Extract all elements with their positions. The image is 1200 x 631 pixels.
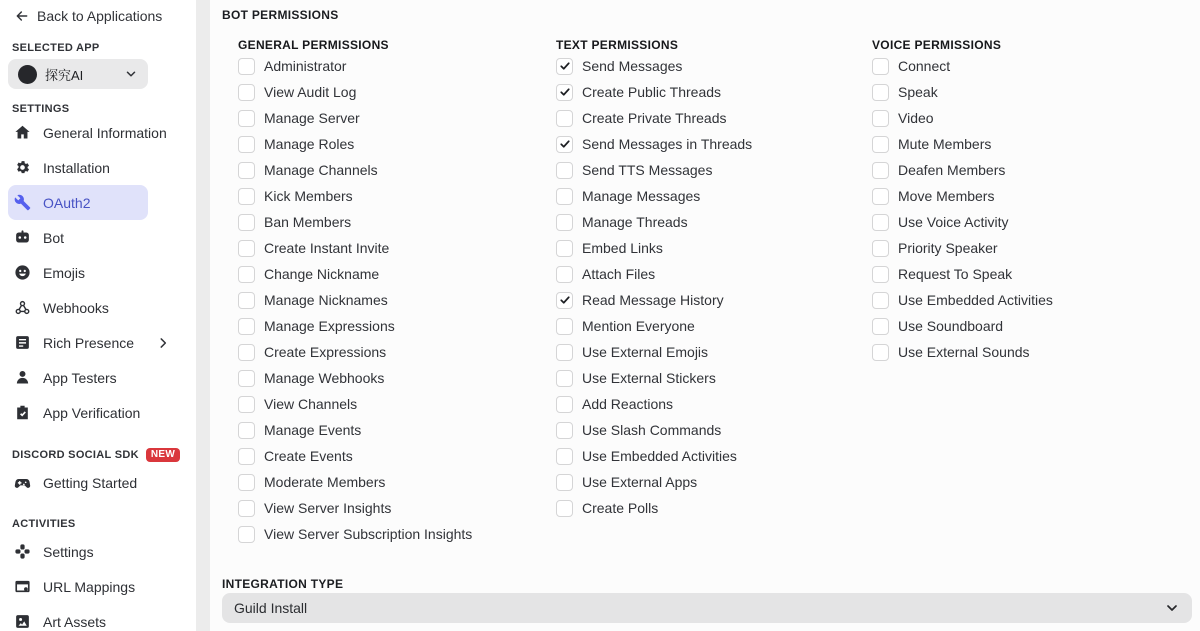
permission-row [556,313,752,339]
permission-checkbox[interactable] [238,396,255,413]
bot-permissions-panel [210,0,1200,631]
permission-row [872,209,1053,235]
permission-checkbox[interactable] [238,240,255,257]
voice-permissions-column [872,38,1053,365]
chevron-down-icon [1164,600,1180,616]
sidebar-item-url-mappings[interactable] [8,569,148,604]
sidebar-item-settings[interactable] [8,534,148,569]
back-to-applications-link[interactable] [8,6,188,26]
permission-checkbox[interactable] [872,162,889,179]
permission-checkbox[interactable] [556,422,573,439]
sidebar-item-app-verification[interactable] [8,395,148,430]
voice-permissions-list [872,53,1053,365]
permission-label: Connect [898,58,951,74]
sidebar-item-oauth2[interactable] [8,185,148,220]
permission-row [238,209,472,235]
sidebar-scrollbar[interactable] [196,0,210,631]
permission-label: Move Members [898,188,995,204]
dpad-icon [14,543,31,560]
permission-row [872,53,1053,79]
permission-row [872,313,1053,339]
permission-row [556,157,752,183]
voice-permissions-title: VOICE PERMISSIONS [872,38,1002,52]
permission-checkbox[interactable] [556,162,573,179]
permission-checkbox[interactable] [556,318,573,335]
sidebar-item-label: Bot [43,229,65,246]
activities-section-label: ACTIVITIES [12,518,76,530]
permission-checkbox[interactable] [556,448,573,465]
permission-checkbox[interactable] [872,214,889,231]
permission-label: Manage Threads [582,214,688,230]
permission-label: Manage Channels [264,162,378,178]
app-selector-dropdown[interactable] [8,59,148,89]
permission-label: Use Embedded Activities [582,448,737,464]
permission-checkbox[interactable] [556,110,573,127]
permission-row [872,183,1053,209]
permission-label: Embed Links [582,240,663,256]
permission-checkbox[interactable] [556,240,573,257]
permission-label: Use Soundboard [898,318,1004,334]
permission-label: Ban Members [264,214,352,230]
integration-type-value: Guild Install [234,600,308,616]
permission-label: Manage Events [264,422,362,438]
permission-checkbox[interactable] [238,370,255,387]
home-icon [14,124,31,141]
settings-section-label: SETTINGS [12,103,70,115]
permission-label: Video [898,110,934,126]
permission-row [556,131,752,157]
permission-label: Create Events [264,448,353,464]
permission-row [238,79,472,105]
sidebar-item-getting-started[interactable] [8,465,148,500]
social-sdk-section-label: DISCORD SOCIAL SDK [12,449,139,461]
permission-label: Add Reactions [582,396,674,412]
permission-row [556,183,752,209]
permission-checkbox[interactable] [238,318,255,335]
permission-label: Manage Webhooks [264,370,385,386]
permission-label: Send Messages [582,58,683,74]
sidebar-item-general-information[interactable] [8,115,167,150]
back-link-label: Back to Applications [37,8,163,24]
general-permissions-list [238,53,472,547]
permission-checkbox[interactable] [238,422,255,439]
sidebar-item-art-assets[interactable] [8,604,148,631]
permission-label: Use External Stickers [582,370,716,386]
sidebar-item-label: App Testers [43,369,117,386]
permission-row [872,79,1053,105]
permission-checkbox[interactable] [556,266,573,283]
sidebar-item-label: URL Mappings [43,578,136,595]
settings-nav-list [8,115,188,430]
permission-checkbox[interactable] [556,474,573,491]
permission-label: Attach Files [582,266,656,282]
clipboard-check-icon [14,404,31,421]
permission-label: Moderate Members [264,474,386,490]
selected-app-label: SELECTED APP [12,42,100,54]
permission-label: Manage Nicknames [264,292,388,308]
gear-icon [14,159,31,176]
permission-label: Send TTS Messages [582,162,713,178]
sidebar-item-label: Rich Presence [43,334,135,351]
permission-label: Create Public Threads [582,84,722,100]
permission-checkbox[interactable] [238,58,255,75]
browser-icon [14,578,31,595]
permission-label: Send Messages in Threads [582,136,753,152]
permission-label: Manage Roles [264,136,355,152]
permission-label: Use Embedded Activities [898,292,1053,308]
permission-checkbox[interactable] [238,266,255,283]
check-icon [559,294,571,306]
arrow-left-icon [14,8,30,24]
permission-checkbox[interactable] [556,84,573,101]
permission-row [556,287,752,313]
permission-checkbox[interactable] [238,526,255,543]
permission-row [556,105,752,131]
image-icon [14,613,31,630]
permission-label: Use External Sounds [898,344,1030,360]
permission-row [556,235,752,261]
permission-row [238,157,472,183]
general-permissions-column [238,38,472,547]
permission-label: Deafen Members [898,162,1006,178]
permission-label: Use Voice Activity [898,214,1009,230]
webhook-icon [14,299,31,316]
permission-checkbox[interactable] [238,110,255,127]
check-icon [559,86,571,98]
chevron-right-icon [156,336,170,350]
permission-row [556,53,752,79]
permission-label: Change Nickname [264,266,380,282]
permission-label: Manage Server [264,110,360,126]
chevron-down-icon [124,67,138,81]
permission-row [556,261,752,287]
permission-row [556,365,752,391]
permission-row [238,313,472,339]
permission-label: Use External Apps [582,474,698,490]
permission-label: Request To Speak [898,266,1013,282]
permission-label: Speak [898,84,938,100]
permission-row [238,469,472,495]
permission-row [238,53,472,79]
permission-row [872,131,1053,157]
sidebar-item-label: Art Assets [43,613,107,630]
permission-label: View Server Insights [264,500,392,516]
permission-row [238,339,472,365]
permission-label: Use Slash Commands [582,422,722,438]
permission-checkbox[interactable] [238,214,255,231]
page-title: BOT PERMISSIONS [222,8,339,22]
permission-checkbox[interactable] [872,188,889,205]
sidebar [0,0,196,631]
permission-row [238,287,472,313]
permission-label: Administrator [264,58,347,74]
sidebar-item-label: Getting Started [43,474,138,491]
permission-checkbox[interactable] [556,500,573,517]
permission-row [238,417,472,443]
permission-label: Manage Messages [582,188,701,204]
permission-checkbox[interactable] [238,292,255,309]
permission-checkbox[interactable] [556,188,573,205]
sidebar-item-label: Emojis [43,264,86,281]
permission-row [872,261,1053,287]
permission-checkbox[interactable] [238,344,255,361]
sidebar-item-label: OAuth2 [43,194,91,211]
permission-checkbox[interactable] [872,344,889,361]
permission-row [238,521,472,547]
sidebar-item-rich-presence[interactable] [8,325,148,360]
new-badge: NEW [146,448,180,462]
permission-row [556,443,752,469]
permission-row [238,391,472,417]
permission-row [238,105,472,131]
permission-checkbox[interactable] [872,136,889,153]
permission-checkbox[interactable] [556,344,573,361]
permission-row [556,79,752,105]
text-permissions-list [556,53,752,521]
permission-label: Mention Everyone [582,318,695,334]
permission-checkbox[interactable] [556,58,573,75]
sidebar-item-label: App Verification [43,404,141,421]
permission-label: Create Private Threads [582,110,727,126]
permission-row [872,105,1053,131]
sidebar-item-bot[interactable] [8,220,148,255]
permission-checkbox[interactable] [872,266,889,283]
sidebar-item-installation[interactable] [8,150,148,185]
app-name: 探究AI [45,67,84,83]
social-sdk-section-row [8,447,188,463]
permission-checkbox[interactable] [238,136,255,153]
wrench-icon [14,194,31,211]
permission-row [872,287,1053,313]
permission-checkbox[interactable] [556,370,573,387]
smiley-icon [14,264,31,281]
permission-checkbox[interactable] [238,84,255,101]
permission-checkbox[interactable] [556,396,573,413]
permission-row [238,443,472,469]
gamepad-icon [14,474,31,491]
robot-icon [14,229,31,246]
permission-row [872,235,1053,261]
permission-label: Create Polls [582,500,659,516]
permission-row [238,235,472,261]
permission-label: Kick Members [264,188,353,204]
permission-checkbox[interactable] [238,188,255,205]
permission-label: Create Instant Invite [264,240,390,256]
text-permissions-title: TEXT PERMISSIONS [556,38,679,52]
permission-row [872,157,1053,183]
integration-type-label: INTEGRATION TYPE [222,577,344,591]
permission-checkbox[interactable] [556,136,573,153]
permission-row [238,495,472,521]
permission-checkbox[interactable] [872,58,889,75]
sidebar-item-emojis[interactable] [8,255,148,290]
sidebar-item-label: Settings [43,543,94,560]
permission-label: Manage Expressions [264,318,395,334]
permission-label: View Server Subscription Insights [264,526,473,542]
sidebar-item-webhooks[interactable] [8,290,148,325]
permission-row [556,469,752,495]
permission-checkbox[interactable] [872,110,889,127]
social-sdk-nav-list [8,465,188,500]
permission-row [556,391,752,417]
permission-checkbox[interactable] [872,318,889,335]
permission-label: Read Message History [582,292,724,308]
activities-nav-list [8,534,188,631]
permission-row [556,495,752,521]
integration-type-select[interactable] [222,593,1192,623]
permission-row [556,209,752,235]
permission-row [556,339,752,365]
permission-label: Mute Members [898,136,992,152]
permission-checkbox[interactable] [238,474,255,491]
check-icon [559,60,571,72]
general-permissions-title: GENERAL PERMISSIONS [238,38,389,52]
permission-row [238,131,472,157]
permission-checkbox[interactable] [238,500,255,517]
permission-checkbox[interactable] [872,292,889,309]
permission-row [872,339,1053,365]
document-icon [14,334,31,351]
permission-checkbox[interactable] [556,292,573,309]
permission-checkbox[interactable] [238,448,255,465]
sidebar-item-label: Installation [43,159,110,176]
permission-row [556,417,752,443]
permission-checkbox[interactable] [238,162,255,179]
sidebar-item-app-testers[interactable] [8,360,148,395]
permission-row [238,365,472,391]
check-icon [559,138,571,150]
permission-row [238,261,472,287]
permission-checkbox[interactable] [556,214,573,231]
sidebar-item-label: General Information [43,124,167,141]
app-avatar [18,65,37,84]
permission-label: Priority Speaker [898,240,998,256]
sidebar-item-label: Webhooks [43,299,109,316]
permission-checkbox[interactable] [872,84,889,101]
permission-row [238,183,472,209]
permission-label: Create Expressions [264,344,387,360]
text-permissions-column [556,38,752,521]
permission-label: View Channels [264,396,358,412]
person-icon [14,369,31,386]
permission-label: Use External Emojis [582,344,709,360]
permission-label: View Audit Log [264,84,357,100]
permission-checkbox[interactable] [872,240,889,257]
